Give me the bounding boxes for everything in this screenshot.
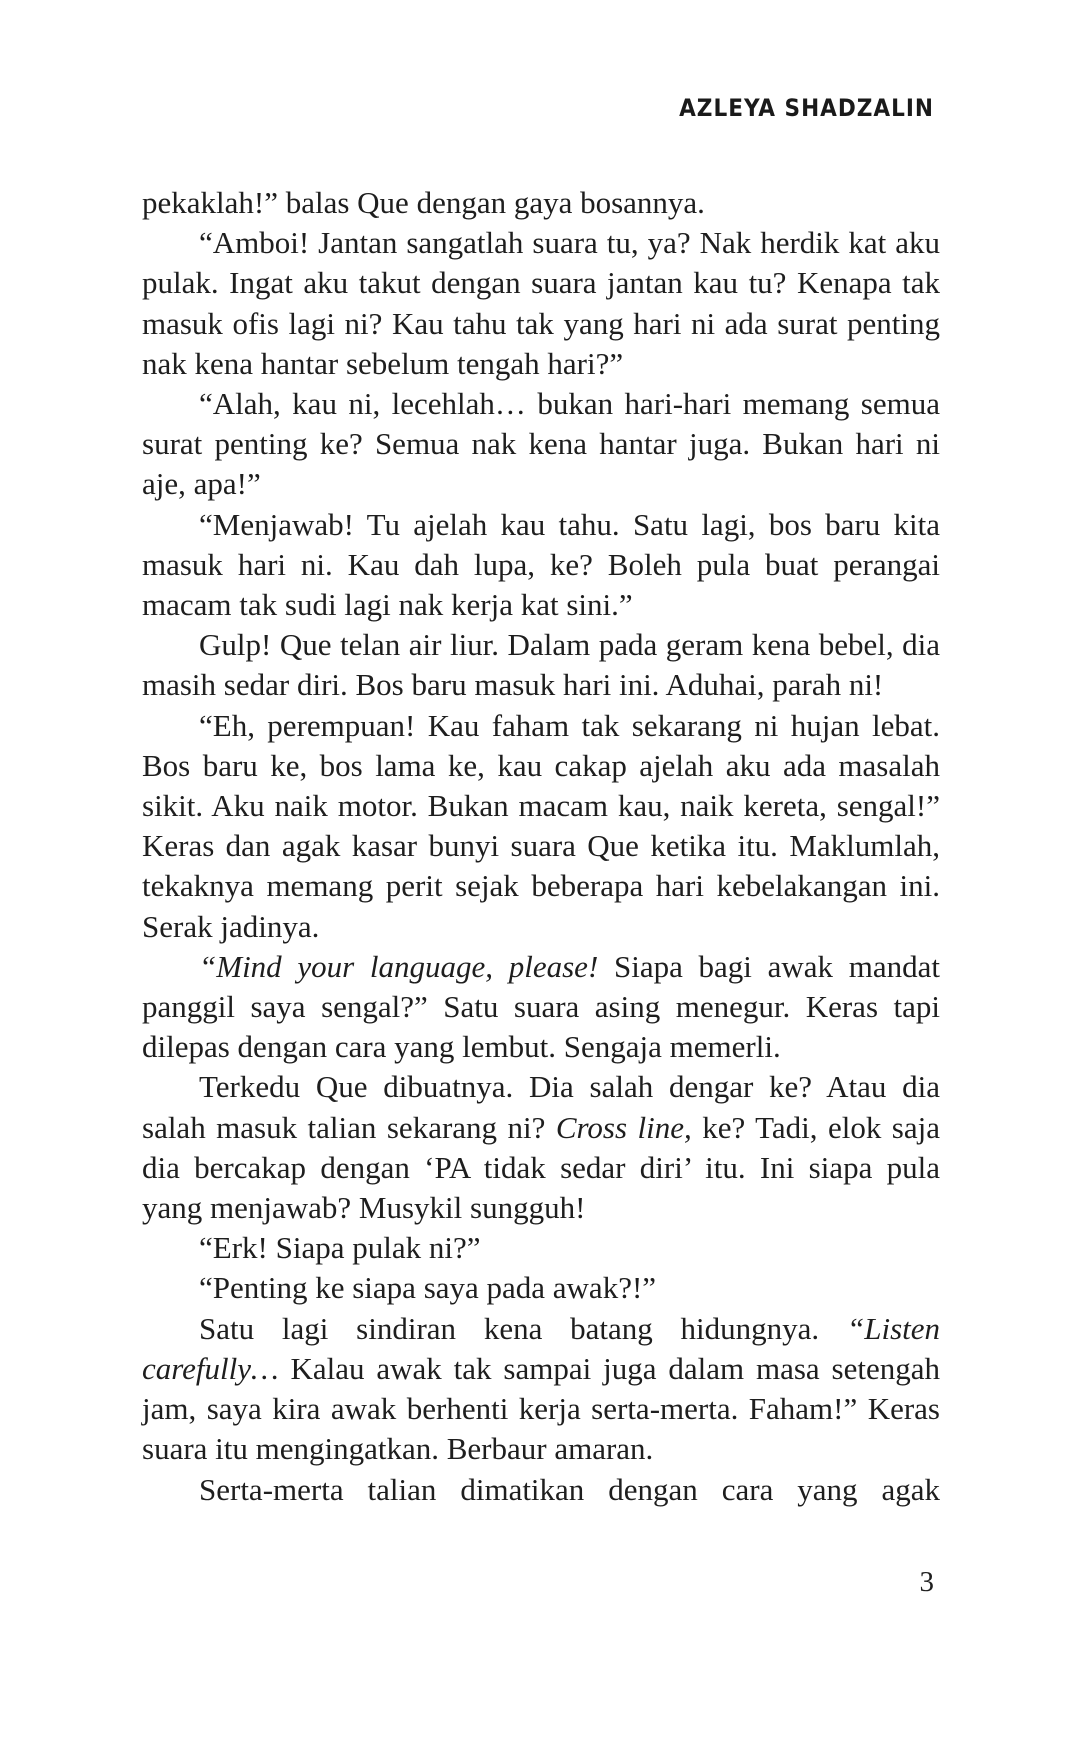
paragraph-1: pekaklah!” balas Que dengan gaya bosannya. bbox=[142, 185, 705, 220]
italic-phrase: Cross line, bbox=[555, 1109, 692, 1145]
paragraph-text: Kalau awak tak sampai juga dalam masa setengah jam, saya kira awak berhenti kerja serta-merta. Faham!” Keras suara itu mengingatkan. Berbaur amaran. bbox=[142, 1350, 940, 1467]
paragraph-9: “Erk! Siapa pulak ni?” bbox=[199, 1230, 481, 1266]
paragraph-7 bbox=[142, 947, 940, 1068]
paragraph-8 bbox=[142, 1067, 940, 1228]
paragraph-10: “Penting ke siapa saya pada awak?!” bbox=[199, 1270, 657, 1306]
paragraph-6: “Eh, perempuan! Kau faham tak sekarang ni hujan lebat. Bos baru ke, bos lama ke, kau cakap ajelah aku ada masalah sikit. Aku naik motor. Bukan macam kau, naik kereta, sengal!” Keras dan agak kasar bunyi suara Que ketika itu. Maklumlah, tekaknya memang perit sejak beberapa hari kebelakangan ini. Serak jadinya. bbox=[142, 707, 940, 944]
paragraph-12: Serta-merta talian dimatikan dengan cara yang agak bbox=[199, 1471, 940, 1507]
paragraph-4: “Menjawab! Tu ajelah kau tahu. Satu lagi, bos baru kita masuk hari ni. Kau dah lupa, ke? Boleh pula buat perangai macam tak sudi lagi nak kerja kat sini.” bbox=[142, 506, 940, 623]
paragraph-2: “Amboi! Jantan sangatlah suara tu, ya? Nak herdik kat aku pulak. Ingat aku takut dengan suara jantan kau tu? Kenapa tak masuk ofis lagi ni? Kau tahu tak yang hari ni ada surat penting nak kena hantar sebelum tengah hari?” bbox=[142, 225, 940, 381]
paragraph-5: Gulp! Que telan air liur. Dalam pada geram kena bebel, dia masih sedar diri. Bos baru masuk hari ini. Aduhai, parah ni! bbox=[142, 627, 940, 703]
paragraph-text: ke? Tadi, elok saja dia bercakap dengan ‘PA tidak sedar diri’ itu. Ini siapa pula yang menjawab? Musykil sungguh! bbox=[142, 1109, 941, 1226]
body-text bbox=[142, 183, 940, 1510]
paragraph-text: Satu lagi sindiran kena batang hidungnya. bbox=[199, 1310, 847, 1346]
paragraph-text: Siapa bagi awak mandat panggil saya sengal?” Satu suara asing menegur. Keras tapi dilepas dengan cara yang lembut. Sengaja memerli. bbox=[142, 948, 940, 1065]
running-header-author: AZLEYA SHADZALIN bbox=[679, 94, 934, 122]
paragraph-3: “Alah, kau ni, lecehlah… bukan hari-hari memang semua surat penting ke? Semua nak kena hantar juga. Bukan hari ni aje, apa!” bbox=[142, 386, 940, 502]
italic-phrase: “Mind your language, please! bbox=[199, 948, 599, 984]
italic-phrase: “Listen carefully… bbox=[142, 1310, 940, 1386]
paragraph-text: Terkedu Que dibuatnya. Dia salah dengar ke? Atau dia salah masuk talian sekarang ni? bbox=[142, 1069, 940, 1145]
paragraph-11 bbox=[142, 1309, 940, 1470]
page-number: 3 bbox=[919, 1566, 934, 1598]
